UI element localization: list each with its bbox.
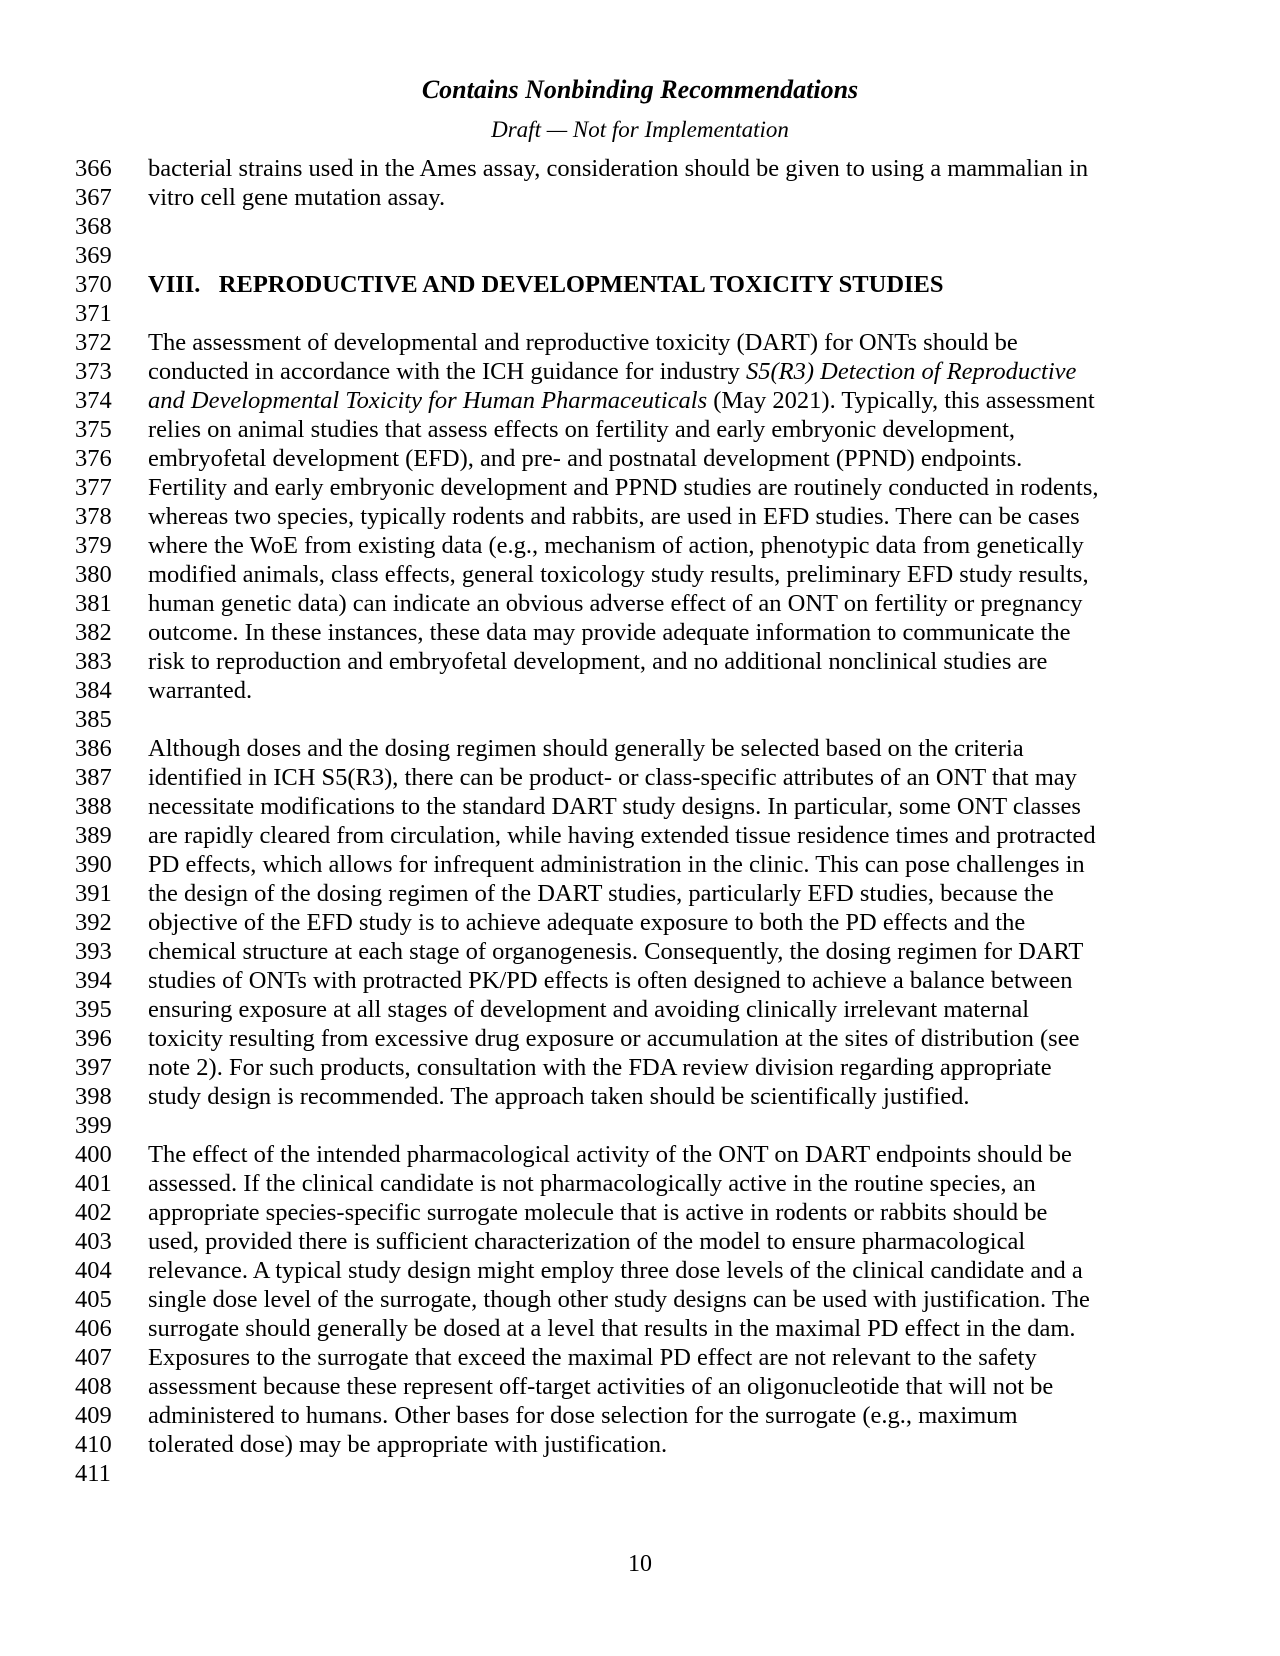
text-segment: Although doses and the dosing regimen should generally be selected based on the criteria [148,735,1024,762]
document-line [75,1372,1250,1401]
text-segment: vitro cell gene mutation assay. [148,184,446,211]
header-title: Contains Nonbinding Recommendations [421,75,859,104]
text-segment: note 2). For such products, consultation with the FDA review division regarding appropriate [148,1054,1052,1081]
line-text [148,995,1029,1024]
document-line [75,1198,1250,1227]
text-segment: administered to humans. Other bases for dose selection for the surrogate (e.g., maximum [148,1402,1018,1429]
document-line [75,676,1250,705]
text-segment: assessment because these represent off-target activities of an oligonucleotide that will not be [148,1373,1054,1400]
line-number: 389 [75,822,112,849]
text-segment: study design is recommended. The approach taken should be scientifically justified. [148,1083,970,1110]
text-segment: bacterial strains used in the Ames assay, consideration should be given to using a mammalian in [148,155,1089,182]
text-segment: relies on animal studies that assess effects on fertility and early embryonic development, [148,416,1015,443]
line-number: 370 [75,271,112,298]
line-number: 410 [75,1431,112,1458]
line-number: 408 [75,1373,112,1400]
document-line [75,1082,1250,1111]
line-number: 367 [75,184,112,211]
document-line [75,212,1250,241]
line-number: 385 [75,706,112,733]
text-segment: surrogate should generally be dosed at a level that results in the maximal PD effect in the dam. [148,1315,1076,1342]
document-line [75,386,1250,415]
line-number: 369 [75,242,112,269]
line-number: 395 [75,996,112,1023]
line-text [148,531,1084,560]
document-line [75,183,1250,212]
document-line [75,995,1250,1024]
line-text [148,1314,1076,1343]
document-line [75,154,1250,183]
text-segment: (May 2021). Typically, this assessment [707,387,1095,414]
line-number: 378 [75,503,112,530]
text-segment: risk to reproduction and embryofetal development, and no additional nonclinical studies are [148,648,1048,675]
document-line [75,792,1250,821]
line-number: 366 [75,155,112,182]
line-text [148,589,1083,618]
line-number: 386 [75,735,112,762]
line-text [148,879,1054,908]
text-segment: Fertility and early embryonic development and PPND studies are routinely conducted in rodents, [148,474,1099,501]
document-line [75,1343,1250,1372]
text-segment: conducted in accordance with the ICH guidance for industry [148,358,747,385]
document-line [75,937,1250,966]
line-text [148,821,1096,850]
line-text [148,763,1077,792]
line-number: 373 [75,358,112,385]
document-line [75,444,1250,473]
line-number: 403 [75,1228,112,1255]
text-segment: PD effects, which allows for infrequent administration in the clinic. This can pose challenges in [148,851,1085,878]
document-line [75,1430,1250,1459]
page-number: 10 [628,1551,652,1577]
text-segment: studies of ONTs with protracted PK/PD effects is often designed to achieve a balance between [148,967,1073,994]
document-line [75,705,1250,734]
document-line [75,1140,1250,1169]
text-segment: modified animals, class effects, general toxicology study results, preliminary EFD study results, [148,561,1089,588]
line-text [148,1024,1079,1053]
document-line [75,299,1250,328]
text-segment: assessed. If the clinical candidate is not pharmacologically active in the routine species, an [148,1170,1036,1197]
text-segment: are rapidly cleared from circulation, while having extended tissue residence times and protracted [148,822,1096,849]
line-number: 383 [75,648,112,675]
text-segment: tolerated dose) may be appropriate with justification. [148,1431,668,1458]
line-text [148,966,1072,995]
line-text [148,560,1089,589]
document-line [75,850,1250,879]
line-number: 409 [75,1402,112,1429]
document-line [75,502,1250,531]
line-text [148,1082,969,1111]
line-number: 368 [75,213,112,240]
line-number: 405 [75,1286,112,1313]
document-line [75,1169,1250,1198]
line-text [148,1372,1053,1401]
line-text [148,1053,1052,1082]
document-line [75,618,1250,647]
line-text [148,1343,1037,1372]
document-line [75,908,1250,937]
document-line [75,1024,1250,1053]
text-segment: chemical structure at each stage of organogenesis. Consequently, the dosing regimen for DART [148,938,1084,965]
line-number: 401 [75,1170,112,1197]
line-number: 388 [75,793,112,820]
document-line [75,560,1250,589]
line-number: 396 [75,1025,112,1052]
text-segment: identified in ICH S5(R3), there can be product- or class-specific attributes of an ONT that may [148,764,1077,791]
header-subtitle: Draft — Not for Implementation [491,117,789,142]
document-line [75,473,1250,502]
line-number: 397 [75,1054,112,1081]
document-line [75,763,1250,792]
document-body [75,154,1250,1488]
line-number: 406 [75,1315,112,1342]
line-text [148,1430,667,1459]
line-text [148,937,1083,966]
line-number: 390 [75,851,112,878]
line-number: 380 [75,561,112,588]
line-text [148,357,1076,386]
text-segment: relevance. A typical study design might employ three dose levels of the clinical candidate and a [148,1257,1083,1284]
line-number: 393 [75,938,112,965]
line-number: 375 [75,416,112,443]
text-segment: human genetic data) can indicate an obvious adverse effect of an ONT on fertility or pregnancy [148,590,1083,617]
line-text [148,154,1088,183]
line-number: 394 [75,967,112,994]
document-line [75,1459,1250,1488]
document-line [75,1227,1250,1256]
line-text [148,734,1024,763]
line-number: 372 [75,329,112,356]
line-number: 379 [75,532,112,559]
text-segment: S5(R3) Detection of Reproductive [746,358,1077,385]
text-segment: warranted. [148,677,253,704]
line-text [148,502,1080,531]
line-number: 376 [75,445,112,472]
text-segment: whereas two species, typically rodents and rabbits, are used in EFD studies. There can be cases [148,503,1080,530]
document-line [75,415,1250,444]
text-segment: used, provided there is sufficient characterization of the model to ensure pharmacological [148,1228,1026,1255]
line-number: 402 [75,1199,112,1226]
text-segment: ensuring exposure at all stages of development and avoiding clinically irrelevant maternal [148,996,1030,1023]
document-line [75,734,1250,763]
line-text [148,473,1099,502]
line-number: 400 [75,1141,112,1168]
document-line [75,966,1250,995]
text-segment: the design of the dosing regimen of the DART studies, particularly EFD studies, because the [148,880,1054,907]
document-line [75,821,1250,850]
line-number: 387 [75,764,112,791]
line-number: 384 [75,677,112,704]
line-number: 374 [75,387,112,414]
text-segment: necessitate modifications to the standard DART study designs. In particular, some ONT classes [148,793,1081,820]
line-text [148,415,1015,444]
line-number: 411 [75,1460,111,1487]
line-number: 407 [75,1344,112,1371]
line-text [148,1140,1072,1169]
document-line [75,328,1250,357]
line-number: 391 [75,880,112,907]
document-line [75,270,1250,299]
text-segment: The effect of the intended pharmacological activity of the ONT on DART endpoints should be [148,1141,1072,1168]
line-text [148,1198,1047,1227]
text-segment: objective of the EFD study is to achieve adequate exposure to both the PD effects and the [148,909,1026,936]
line-text [148,1169,1036,1198]
line-text [148,1227,1025,1256]
text-segment: Exposures to the surrogate that exceed the maximal PD effect are not relevant to the safety [148,1344,1037,1371]
text-segment: single dose level of the surrogate, though other study designs can be used with justification. The [148,1286,1090,1313]
text-segment: where the WoE from existing data (e.g., mechanism of action, phenotypic data from genetically [148,532,1084,559]
document-line [75,1401,1250,1430]
line-text [148,1401,1018,1430]
document-line [75,879,1250,908]
line-text [148,908,1025,937]
text-segment: and Developmental Toxicity for Human Pharmaceuticals [148,387,708,414]
line-text [148,386,1095,415]
line-text [148,1285,1090,1314]
line-number: 392 [75,909,112,936]
line-text [148,183,445,212]
line-number: 404 [75,1257,112,1284]
document-line [75,531,1250,560]
line-number: 381 [75,590,112,617]
document-line [75,1111,1250,1140]
line-text [148,1256,1083,1285]
document-line [75,589,1250,618]
line-text [148,444,1022,473]
line-text [148,270,944,299]
line-text [148,850,1085,879]
text-segment: VIII. REPRODUCTIVE AND DEVELOPMENTAL TOXICITY STUDIES [148,271,944,298]
text-segment: appropriate species-specific surrogate molecule that is active in rodents or rabbits should be [148,1199,1048,1226]
text-segment: outcome. In these instances, these data may provide adequate information to communicate the [148,619,1071,646]
text-segment: toxicity resulting from excessive drug exposure or accumulation at the sites of distribution (see [148,1025,1080,1052]
document-line [75,1256,1250,1285]
line-text [148,618,1071,647]
document-line [75,1314,1250,1343]
text-segment: embryofetal development (EFD), and pre- and postnatal development (PPND) endpoints. [148,445,1023,472]
document-line [75,1285,1250,1314]
document-line [75,241,1250,270]
line-text [148,676,252,705]
document-line [75,647,1250,676]
line-text [148,328,1018,357]
document-line [75,1053,1250,1082]
text-segment: The assessment of developmental and reproductive toxicity (DART) for ONTs should be [148,329,1018,356]
line-number: 377 [75,474,112,501]
line-text [148,647,1047,676]
line-number: 399 [75,1112,112,1139]
line-number: 371 [75,300,112,327]
line-number: 398 [75,1083,112,1110]
line-number: 382 [75,619,112,646]
document-line [75,357,1250,386]
line-text [148,792,1081,821]
